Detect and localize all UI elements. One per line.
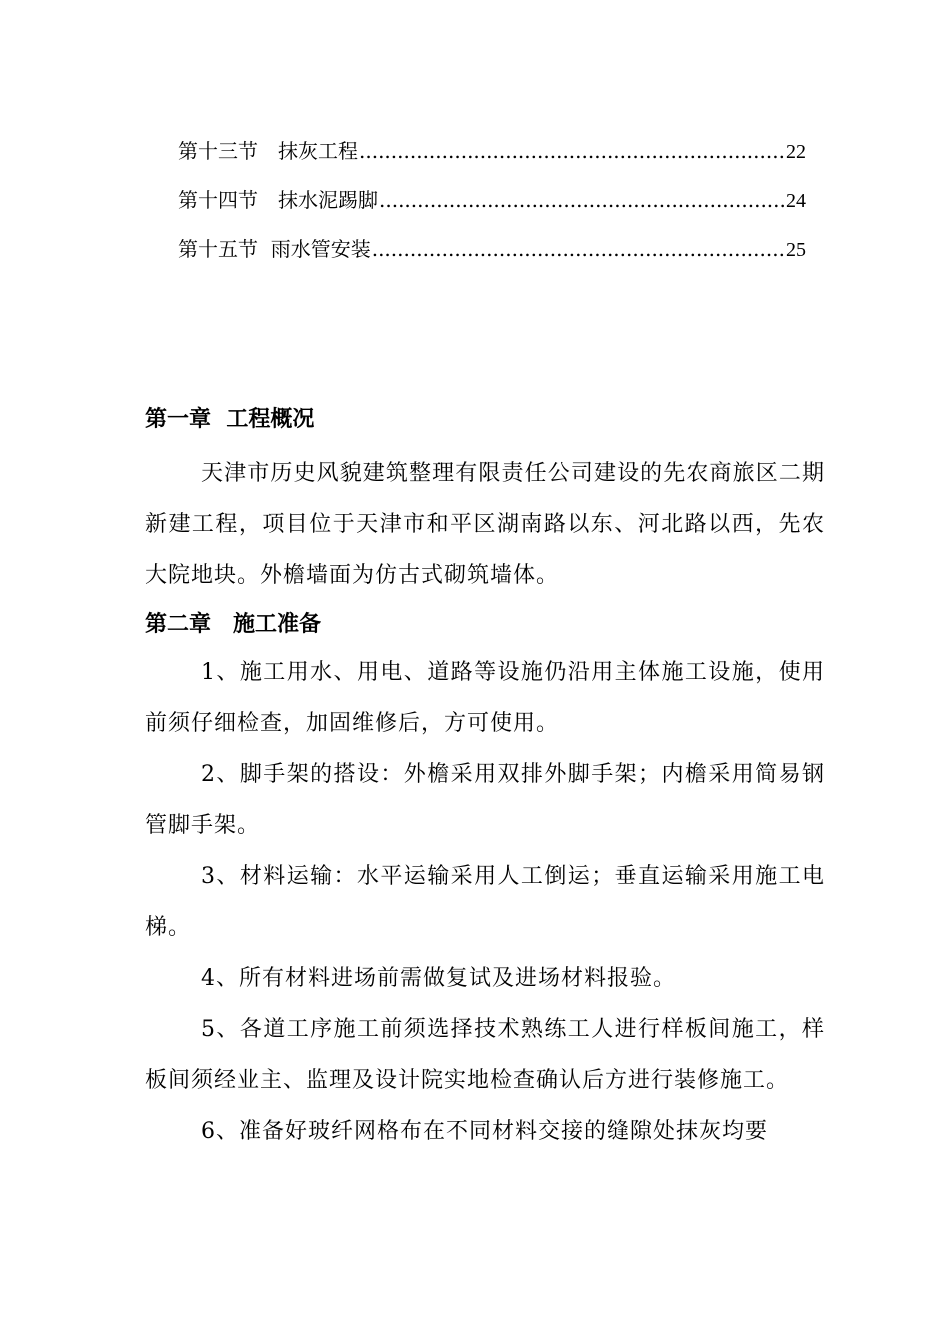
chapter-1-heading: 第一章 工程概况 bbox=[145, 407, 315, 432]
toc-entry[interactable] bbox=[178, 136, 806, 185]
toc-dot-leader bbox=[379, 185, 785, 215]
toc-dot-leader bbox=[372, 234, 785, 264]
chapter-2-item-2: 2、脚手架的搭设：外檐采用双排外脚手架；内檐采用简易钢管脚手架。 bbox=[145, 762, 825, 838]
toc-entry-title: 第十五节 雨水管安装 bbox=[178, 237, 371, 261]
chapter-2-item-6: 6、准备好玻纤网格布在不同材料交接的缝隙处抹灰均要 bbox=[201, 1119, 768, 1144]
chapter-1-paragraph: 天津市历史风貌建筑整理有限责任公司建设的先农商旅区二期新建工程，项目位于天津市和平区湖南路以东、河北路以西，先农大院地块。外檐墙面为仿古式砌筑墙体。 bbox=[145, 461, 825, 588]
toc-entry-page: 24 bbox=[786, 190, 806, 212]
toc-entry[interactable] bbox=[178, 234, 806, 283]
toc-entry-page: 22 bbox=[786, 141, 806, 163]
document-body bbox=[145, 400, 825, 1157]
chapter-2-item-4: 4、所有材料进场前需做复试及进场材料报验。 bbox=[201, 966, 676, 991]
toc-entry-page: 25 bbox=[786, 239, 806, 261]
chapter-2-item-3: 3、材料运输：水平运输采用人工倒运；垂直运输采用施工电梯。 bbox=[145, 864, 825, 940]
chapter-2-heading: 第二章 施工准备 bbox=[145, 612, 322, 637]
chapter-2-item-5: 5、各道工序施工前须选择技术熟练工人进行样板间施工，样板间须经业主、监理及设计院实地检查确认后方进行装修施工。 bbox=[145, 1017, 825, 1093]
toc-dot-leader bbox=[359, 136, 785, 166]
toc-entry[interactable] bbox=[178, 185, 806, 234]
toc-entry-title: 第十三节 抹灰工程 bbox=[178, 139, 358, 163]
table-of-contents bbox=[178, 136, 806, 283]
chapter-2-item-1: 1、施工用水、用电、道路等设施仍沿用主体施工设施，使用前须仔细检查，加固维修后，方可使用。 bbox=[145, 660, 825, 736]
toc-entry-title: 第十四节 抹水泥踢脚 bbox=[178, 188, 378, 212]
